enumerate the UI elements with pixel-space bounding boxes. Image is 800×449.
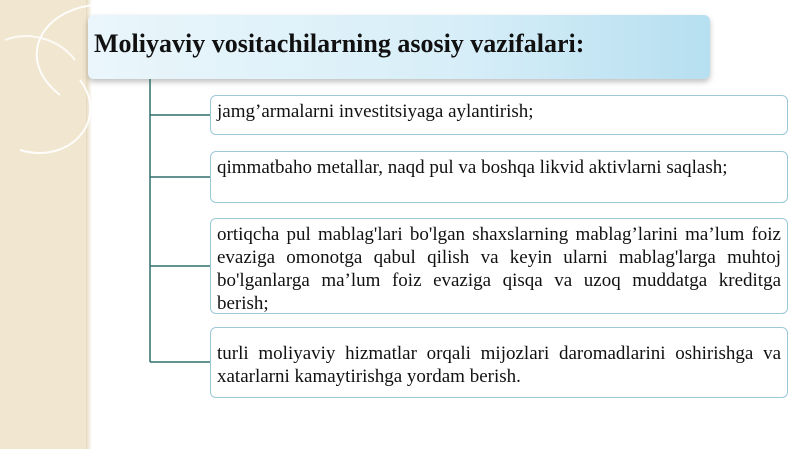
list-item: turli moliyaviy hizmatlar orqali mijozlari daromadlarini oshirishga va xatarlarni kamaytirishga yordam berish. <box>210 327 788 398</box>
list-item: qimmatbaho metallar, naqd pul va boshqa likvid aktivlarni saqlash; <box>210 151 788 203</box>
list-item: jamg’armalarni investitsiyaga aylantirish; <box>210 95 788 135</box>
list-item: ortiqcha pul mablag'lari bo'lgan shaxslarning mablag’larini ma’lum foiz evaziga omonotga qabul qilish va keyin ularni mablag'larga muhtoj bo'lganlarga ma’lum foiz evaziga qisqa va uzoq muddatga kreditga berish; <box>210 218 788 314</box>
page-title: Moliyaviy vositachilarning asosiy vazifalari: <box>94 29 585 58</box>
